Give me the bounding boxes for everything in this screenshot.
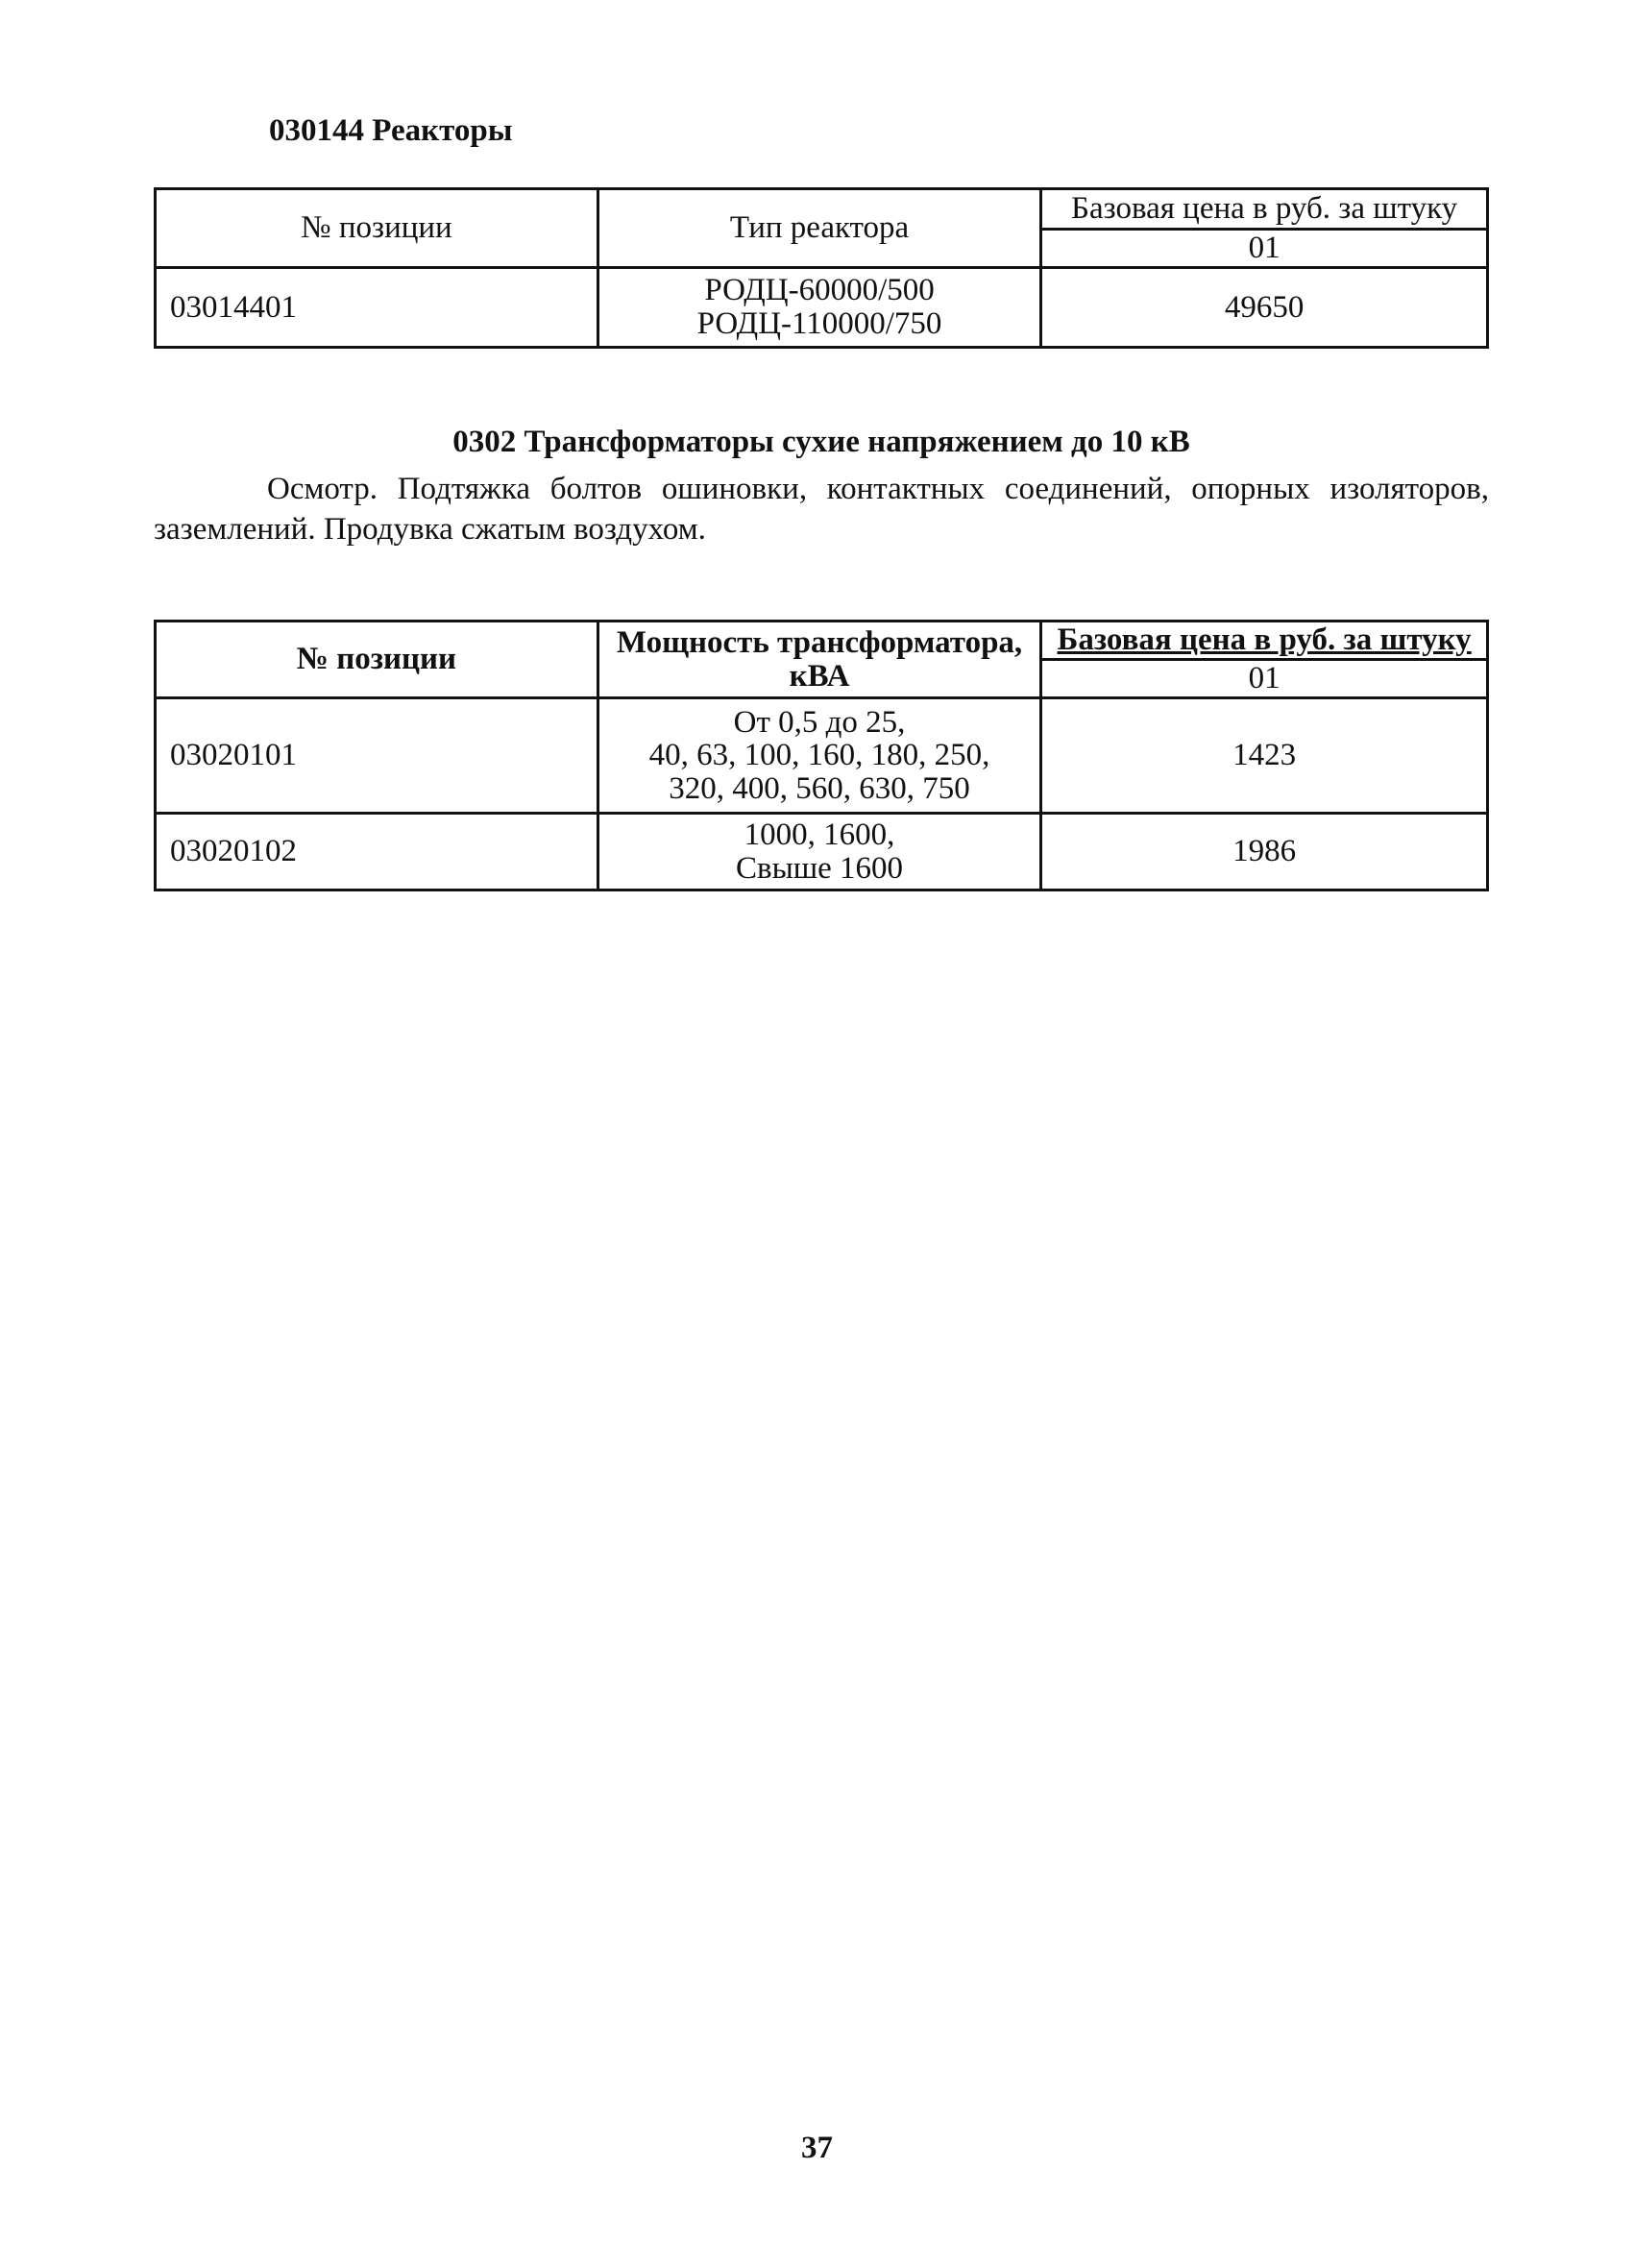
header-reactor-type: Тип реактора (598, 189, 1040, 268)
header-position: № позиции (156, 622, 598, 698)
section-title-reactors: 030144 Реакторы (269, 113, 513, 148)
reactor-type-line: РОДЦ-60000/500 (704, 273, 935, 308)
cell-reactor-type (598, 268, 1040, 348)
cell-position: 03020101 (156, 698, 598, 814)
cell-position: 03014401 (156, 268, 598, 348)
cell-position: 03020102 (156, 814, 598, 890)
cell-transformer-power (598, 698, 1040, 814)
page-number: 37 (801, 2131, 833, 2165)
header-power-line: кВА (789, 658, 850, 694)
header-price-code: 01 (1041, 660, 1488, 698)
power-line: 40, 63, 100, 160, 180, 250, (648, 738, 990, 773)
section-title-transformers: 0302 Трансформаторы сухие напряжением до 10 кВ (452, 425, 1190, 459)
header-base-price (1041, 622, 1488, 660)
power-line: От 0,5 до 25, (733, 704, 906, 740)
cell-price: 1423 (1041, 698, 1488, 814)
power-line: 320, 400, 560, 630, 750 (669, 770, 970, 806)
section-description: Осмотр. Подтяжка болтов ошиновки, контактных соединений, опорных изоляторов, заземлений. Продувка сжатым воздухом. (154, 472, 1489, 547)
header-base-price: Базовая цена в руб. за штуку (1041, 189, 1488, 230)
cell-price: 49650 (1041, 268, 1488, 348)
power-line: 1000, 1600, (744, 817, 895, 852)
header-power-line: Мощность трансформатора, (616, 624, 1023, 660)
header-transformer-power (598, 622, 1040, 698)
reactor-type-line: РОДЦ-110000/750 (696, 306, 942, 341)
header-base-price-text: Базовая цена в руб. за штуку (1057, 622, 1472, 658)
transformers-table (154, 620, 1489, 891)
header-price-code: 01 (1041, 230, 1488, 268)
table-row (156, 698, 1488, 814)
table-row (156, 814, 1488, 890)
power-line: Свыше 1600 (735, 850, 904, 886)
reactors-table (154, 187, 1489, 349)
cell-price: 1986 (1041, 814, 1488, 890)
table-row (156, 268, 1488, 348)
cell-transformer-power (598, 814, 1040, 890)
header-position: № позиции (156, 189, 598, 268)
